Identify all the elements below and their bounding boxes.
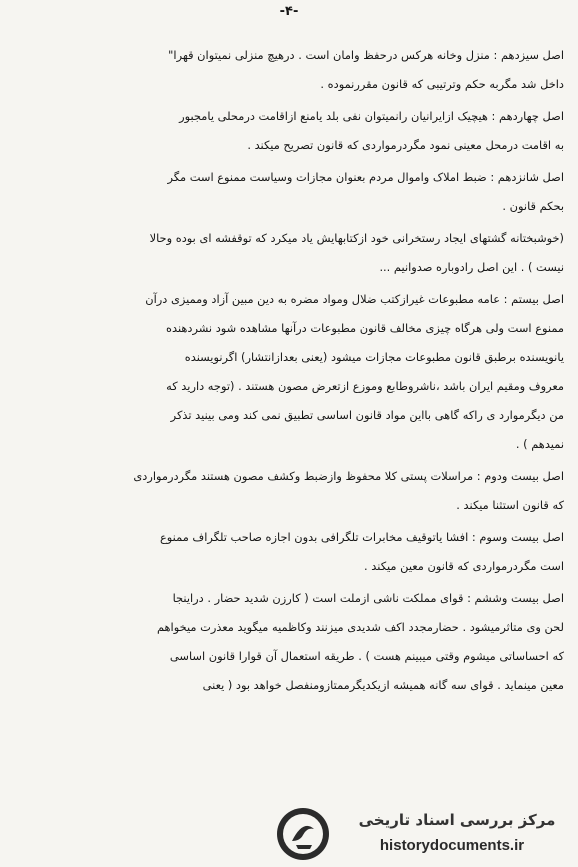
text-line: لحن وی متاثرمیشود . حضارمجدد اکف شدیدی میزنند وکاظمیه میگوید معذرت میخواهم bbox=[156, 620, 564, 634]
text-line: بحکم قانون . bbox=[502, 199, 564, 213]
paragraph-article-20 bbox=[16, 292, 564, 451]
watermark-url: historydocuments.ir bbox=[379, 837, 525, 854]
text-line: اصل شانزدهم : ضبط املاک واموال مردم بعنوان مجازات وسیاست ممنوع است مگر bbox=[167, 170, 564, 184]
text-line: است مگردرمواردی که قانون معین میکند . bbox=[364, 559, 564, 573]
paragraph-article-23 bbox=[16, 530, 564, 573]
paragraph-article-26 bbox=[16, 591, 564, 692]
text-line: داخل شد مگربه حکم وترتیبی که قانون مقررنموده . bbox=[320, 77, 564, 91]
paragraph-article-14 bbox=[16, 109, 564, 152]
paragraph-article-22 bbox=[16, 469, 564, 512]
text-line: نیست ) . این اصل رادوباره صدوانیم ... bbox=[379, 260, 564, 274]
text-line: معین مینماید . قوای سه گانه همیشه ازیکدیگرممتازومنفصل خواهد بود ( یعنی bbox=[202, 678, 564, 692]
text-line: اصل بیست وسوم : افشا یاتوقیف مخابرات تلگرافی بدون اجازه صاحب تلگراف ممنوع bbox=[159, 530, 564, 544]
paragraph-article-16 bbox=[16, 170, 564, 213]
watermark bbox=[272, 801, 572, 865]
text-line: اصل بیستم : عامه مطبوعات غیرازکتب ضلال ومواد مضره به دین مبین آزاد وممیزی درآن bbox=[145, 292, 564, 306]
text-line: اصل بیست ودوم : مراسلات پستی کلا محفوظ وازضبط وکشف مصون هستند مگردرمواردی bbox=[133, 469, 564, 483]
paragraph-article-13 bbox=[16, 48, 564, 91]
text-line: اصل سیزدهم : منزل وخانه هرکس درحفظ وامان است . درهیچ منزلی نمیتوان قهرا" bbox=[168, 48, 564, 62]
text-line: اصل چهاردهم : هیچیک ازایرانیان رانمیتوان نفی بلد یامنع ازاقامت درمحلی یامجبور bbox=[179, 109, 564, 123]
text-line: که احساساتی میشوم وقتی میبینم هست ) . طریقه استعمال آن قوارا قانون اساسی bbox=[169, 649, 564, 663]
text-line: نمیدهم ) . bbox=[515, 437, 564, 451]
text-line: من دیگرموارد ی راکه گاهی بااین مواد قانون اساسی تطبیق نمی کند ومی بینید تذکر bbox=[170, 408, 564, 422]
archive-logo-icon bbox=[274, 805, 332, 863]
text-line: که قانون استثنا میکند . bbox=[456, 498, 564, 512]
paragraph-note bbox=[16, 231, 564, 274]
text-line: (خوشبختانه گشتهای ایجاد رستخرانی خود ازکتابهایش یاد میکرد که توقفشه ای بوده وحالا bbox=[149, 231, 564, 245]
text-line: ممنوع است ولی هرگاه چیزی مخالف قانون مطبوعات درآنها مشاهده شود نشردهنده bbox=[166, 321, 564, 335]
text-line: به اقامت درمحل معینی نمود مگردرمواردی که قانون تصریح میکند . bbox=[247, 138, 564, 152]
text-line: معروف ومقیم ایران باشد ،ناشروطابع وموزع ازتعرض مصون هستند . (توجه دارید که bbox=[166, 379, 564, 393]
text-line: یانویسنده برطبق قانون مطبوعات مجازات میشود (یعنی بعدازانتشار) اگرنویسنده bbox=[184, 350, 564, 364]
watermark-title: مرکز بررسی اسناد تاریخی bbox=[358, 811, 556, 829]
page-number: -۴- bbox=[279, 4, 299, 19]
text-line: اصل بیست وششم : قوای مملکت ناشی ازملت است ( کارزن شدید حضار . دراینجا bbox=[172, 591, 564, 605]
document-body bbox=[16, 48, 564, 710]
